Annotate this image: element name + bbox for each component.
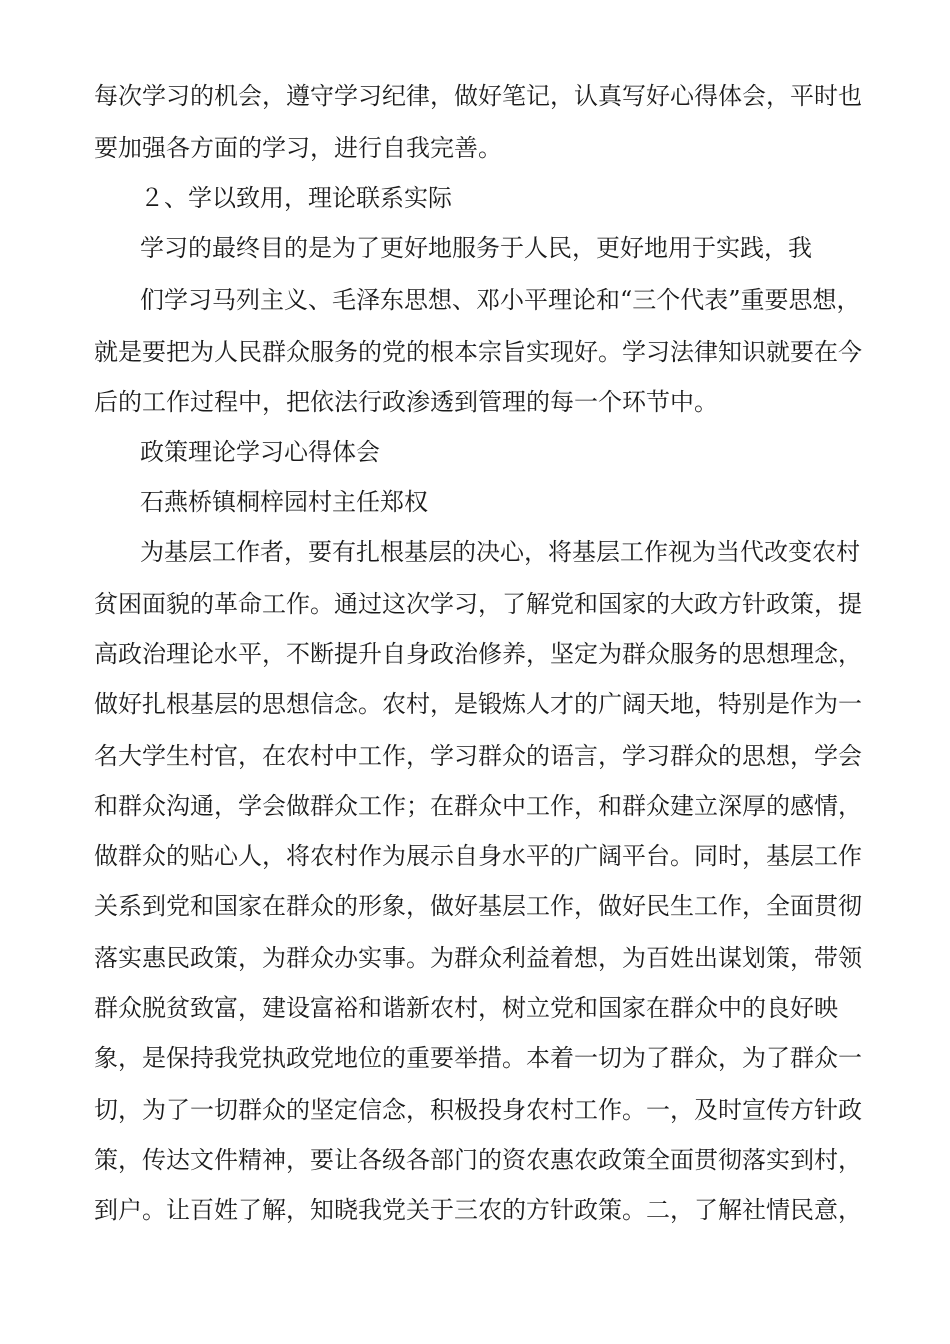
text-line: 群众脱贫致富，建设富裕和谐新农村，树立党和国家在群众中的良好映 [94, 994, 838, 1022]
text-line: 做群众的贴心人，将农村作为展示自身水平的广阔平台。同时，基层工作 [94, 842, 862, 870]
text-line: 后的工作过程中，把依法行政渗透到管理的每一个环节中。 [94, 388, 718, 416]
text-line: 做好扎根基层的思想信念。农村，是锻炼人才的广阔天地，特别是作为一 [94, 690, 862, 718]
text-line: 到户。让百姓了解，知晓我党关于三农的方针政策。二，了解社情民意， [94, 1196, 862, 1224]
text-line: 每次学习的机会，遵守学习纪律，做好笔记，认真写好心得体会，平时也 [94, 82, 862, 110]
text-line: 要加强各方面的学习，进行自我完善。 [94, 134, 502, 162]
article-title: 政策理论学习心得体会 [140, 438, 380, 466]
text-line: 切，为了一切群众的坚定信念，积极投身农村工作。一，及时宣传方针政 [94, 1096, 862, 1124]
text-line: 和群众沟通，学会做群众工作；在群众中工作，和群众建立深厚的感情， [94, 792, 862, 820]
text-line: 名大学生村官，在农村中工作，学习群众的语言，学习群众的思想，学会 [94, 742, 862, 770]
text-line: 学习的最终目的是为了更好地服务于人民，更好地用于实践，我 [140, 234, 812, 262]
article-author: 石燕桥镇桐梓园村主任郑权 [140, 488, 428, 516]
text-line: 关系到党和国家在群众的形象，做好基层工作，做好民生工作，全面贯彻 [94, 892, 862, 920]
text-line: 为基层工作者，要有扎根基层的决心，将基层工作视为当代改变农村 [140, 538, 860, 566]
text-line: 就是要把为人民群众服务的党的根本宗旨实现好。学习法律知识就要在今 [94, 338, 862, 366]
text-line: 象，是保持我党执政党地位的重要举措。本着一切为了群众，为了群众一 [94, 1044, 862, 1072]
text-line: 贫困面貌的革命工作。通过这次学习，了解党和国家的大政方针政策，提 [94, 590, 862, 618]
text-line: 落实惠民政策，为群众办实事。为群众利益着想，为百姓出谋划策，带领 [94, 944, 862, 972]
text-line: 策，传达文件精神，要让各级各部门的资农惠农政策全面贯彻落实到村， [94, 1146, 862, 1174]
section-heading: ２、学以致用，理论联系实际 [140, 184, 452, 212]
text-line: 们学习马列主义、毛泽东思想、邓小平理论和“三个代表”重要思想， [140, 286, 861, 314]
text-line: 高政治理论水平，不断提升自身政治修养，坚定为群众服务的思想理念， [94, 640, 862, 668]
